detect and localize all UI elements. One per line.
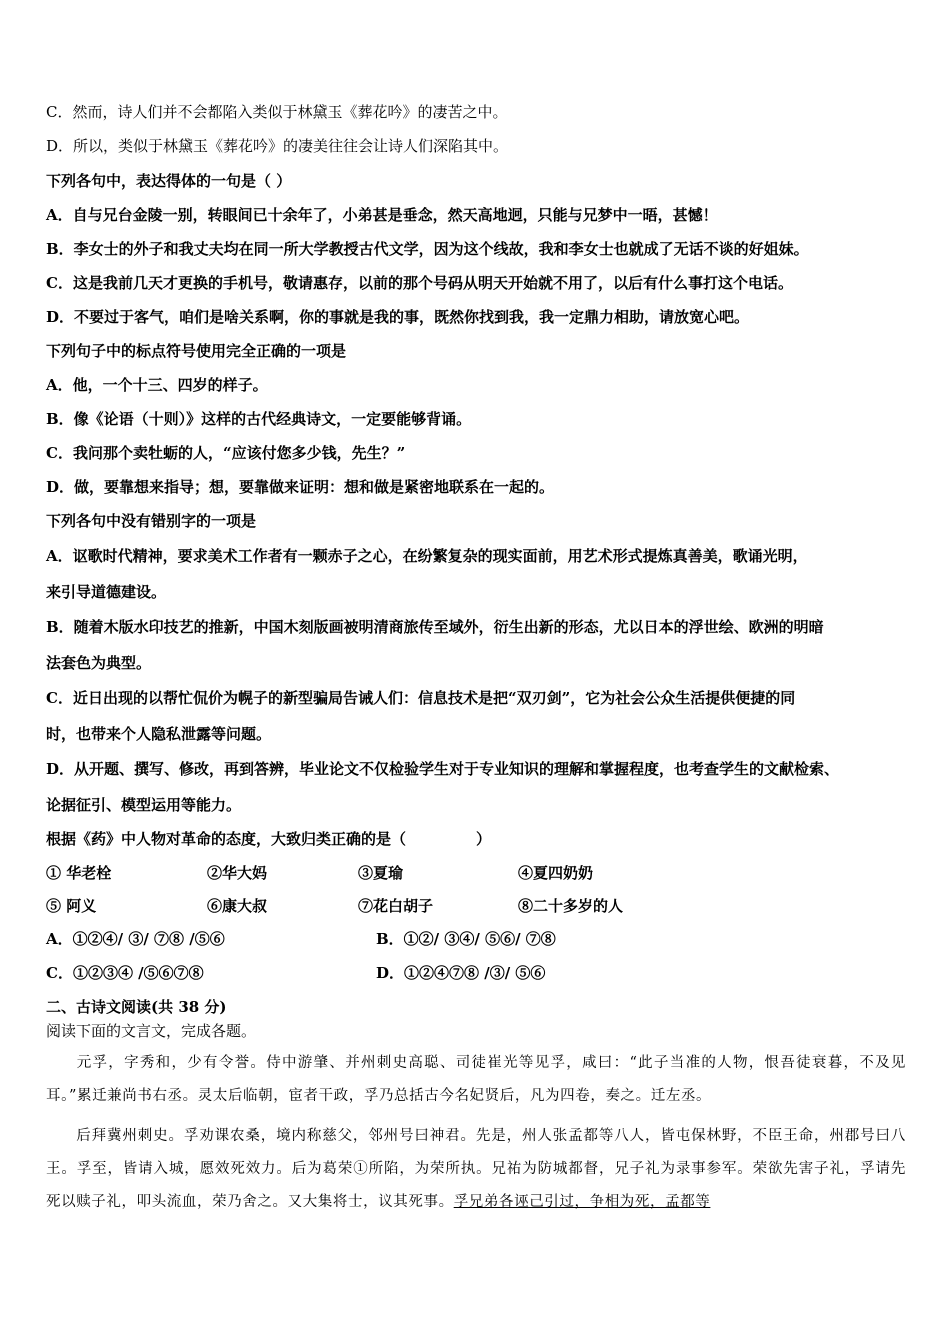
option-c: C．这是我前几天才更换的手机号，敬请惠存，以前的那个号码从明天开始就不用了，以后有什么事打这个电话。 xyxy=(46,274,793,292)
option-c: C．①②③④ /⑤⑥⑦⑧ xyxy=(46,964,204,982)
question-stem-typo: 下列各句中没有错别字的一项是 xyxy=(46,512,257,530)
option-b-line2: 法套色为典型。 xyxy=(46,654,152,672)
classical-passage-paragraph-2 xyxy=(46,1120,906,1219)
option-d: D．①②④⑦⑧ /③/ ⑤⑥ xyxy=(376,964,546,982)
paragraph-text: 后拜冀州刺史。孚劝课农桑，境内称慈父，邻州号曰神君。先是，州人张孟都等八人，皆屯保林野，不臣王命，州郡号曰八王。孚至，皆请入城，愿效死效力。后为葛荣①所陷，为荣所执。兄祐为防城都督，兄子礼为录事参军。荣欲先害子礼，孚请先死以赎子礼，叩头流血，荣乃舍之。又大集将士，议其死事。 xyxy=(46,1128,906,1210)
option-c-line1: C．近日出现的以帮忙侃价为幌子的新型骗局告诫人们：信息技术是把“双刃剑”，它为社会公众生活提供便捷的同 xyxy=(46,689,796,707)
option-d: D．做，要靠想来指导；想，要靠做来证明：想和做是紧密地联系在一起的。 xyxy=(46,478,555,496)
underlined-sentence: 孚兄弟各诬己引过，争相为死，孟都等 xyxy=(453,1194,711,1210)
stem-text: 根据《药》中人物对革命的态度，大致归类正确的是（ xyxy=(46,830,407,848)
option-a: A．他，一个十三、四岁的样子。 xyxy=(46,376,268,394)
character-item: ⑦花白胡子 xyxy=(358,897,434,915)
option-d-line1: D．从开题、撰写、修改，再到答辨，毕业论文不仅检验学生对于专业知识的理解和掌握程度，也考查学生的文献检索、 xyxy=(46,760,840,778)
stem-close: ） xyxy=(476,830,492,848)
classical-passage-paragraph-1 xyxy=(46,1047,906,1113)
option-a-line1: A．讴歌时代精神，要求美术工作者有一颗赤子之心，在纷繁复杂的现实面前，用艺术形式提炼真善美，歌诵光明， xyxy=(46,547,808,565)
option-b: B．像《论语（十则）》这样的古代经典诗文，一定要能够背诵。 xyxy=(46,410,472,428)
question-stem-medicine xyxy=(46,829,491,849)
option-a: A．自与兄台金陵一别，转眼间已十余年了，小弟甚是垂念，然天高地迥，只能与兄梦中一晤，甚憾！ xyxy=(46,206,718,224)
option-b: B．①②/ ③④/ ⑤⑥/ ⑦⑧ xyxy=(376,930,556,948)
prev-option-d: D．所以，类似于林黛玉《葬花吟》的凄美往往会让诗人们深陷其中。 xyxy=(46,137,509,155)
section-heading: 二、古诗文阅读(共 38 分) xyxy=(46,998,227,1016)
paragraph-text: 元孚，字秀和，少有令誉。侍中游肇、并州刺史高聪、司徒崔光等见孚，咸曰：“此子当准的人物，恨吾徒衰暮，不及见耳。”累迁兼尚书右丞。灵太后临朝，宦者干政，孚乃总括古今名妃贤后，凡为四卷，奏之。迁左丞。 xyxy=(46,1055,906,1104)
option-c: C．我问那个卖牡蛎的人，“应该付您多少钱，先生？” xyxy=(46,444,406,462)
option-b-line1: B．随着木版水印技艺的推新，中国木刻版画被明清商旅传至域外，衍生出新的形态，尤以日本的浮世绘、欧洲的明暗 xyxy=(46,618,824,636)
option-d: D．不要过于客气，咱们是啥关系啊，你的事就是我的事，既然你找到我，我一定鼎力相助，请放宽心吧。 xyxy=(46,308,750,326)
character-item: ⑥康大叔 xyxy=(207,897,268,915)
question-stem-decent: 下列各句中，表达得体的一句是（ ） xyxy=(46,172,292,190)
option-a-line2: 来引导道德建设。 xyxy=(46,583,167,601)
character-item: ③夏瑜 xyxy=(358,864,404,882)
question-stem-punctuation: 下列句子中的标点符号使用完全正确的一项是 xyxy=(46,342,347,360)
prev-option-c: C．然而，诗人们并不会都陷入类似于林黛玉《葬花吟》的凄苦之中。 xyxy=(46,103,508,121)
option-b: B．李女士的外子和我丈夫均在同一所大学教授古代文学，因为这个线故，我和李女士也就成了无话不谈的好姐妹。 xyxy=(46,240,809,258)
character-item: ②华大妈 xyxy=(207,864,268,882)
option-d-line2: 论据征引、模型运用等能力。 xyxy=(46,796,242,814)
character-item: ④夏四奶奶 xyxy=(518,864,594,882)
option-c-line2: 时，也带来个人隐私泄露等问题。 xyxy=(46,725,272,743)
character-item: ① 华老栓 xyxy=(46,864,112,882)
option-a: A．①②④/ ③/ ⑦⑧ /⑤⑥ xyxy=(46,930,225,948)
section-instruction: 阅读下面的文言文，完成各题。 xyxy=(46,1022,257,1040)
character-item: ⑧二十多岁的人 xyxy=(518,897,624,915)
character-item: ⑤ 阿义 xyxy=(46,897,97,915)
